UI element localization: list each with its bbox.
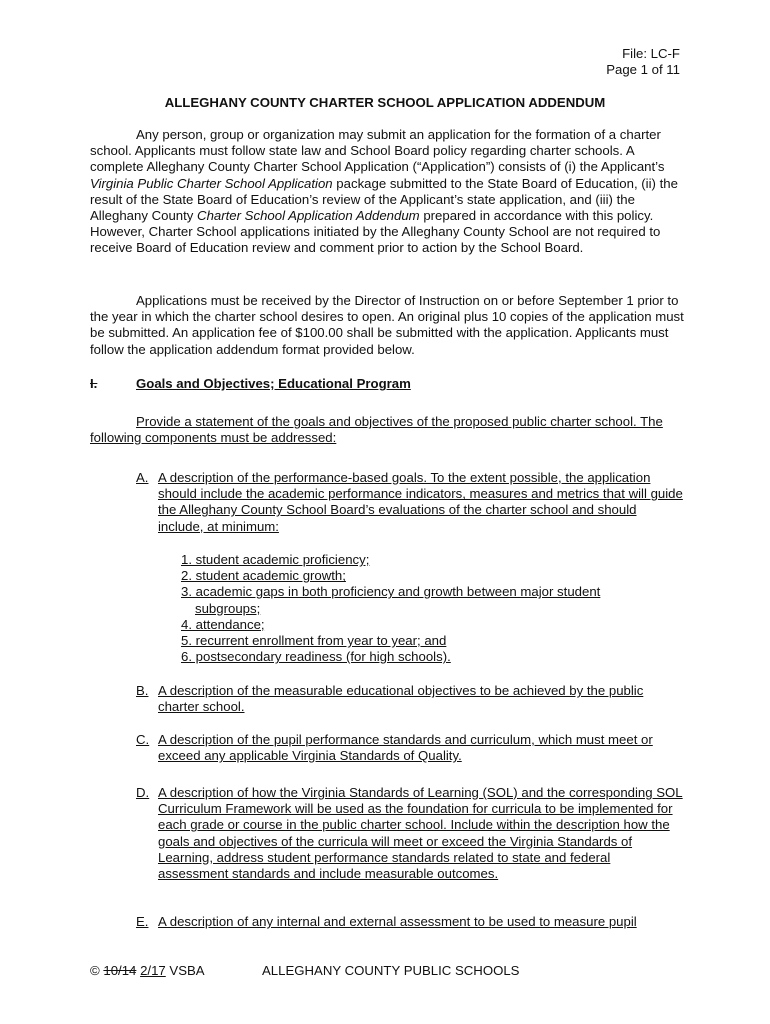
intro-text-1: Any person, group or organization may submit an application for the formation of a charter school. Applicants must follow state law and School Board policy regarding charter schools. A complete Alleghany County Charter School Application (“Application”) consists of (i) the Applicant’s bbox=[90, 127, 665, 175]
item-text: A description of any internal and external assessment to be used to measure pupil bbox=[158, 914, 637, 929]
list-item-d bbox=[136, 785, 684, 882]
submission-paragraph: Applications must be received by the Director of Instruction on or before September 1 prior to the year in which the charter school desires to open. An original plus 10 copies of the application must be submitted. An application fee of $100.00 shall be submitted with the application. Applicants must follow the application addendum format provided below. bbox=[90, 293, 684, 357]
intro-text-3: prepared in accordance with this policy. However, Charter School applications initiated by the Alleghany County School are not required to receive Board of Education review and comment prior to action by the School Board. bbox=[90, 208, 661, 256]
list-item: 2. student academic growth; bbox=[181, 568, 346, 584]
item-text: A description of how the Virginia Standards of Learning (SOL) and the corresponding SOL Curriculum Framework will be used as the foundation for curricula to be implemented for each grade or course in the public charter school. Include within the description how the goals and objectives of the curricula will meet or exceed the Virginia Standards of Learning, address student performance standards related to state and federal assessment standards and include measurable outcomes. bbox=[158, 785, 683, 882]
performance-indicator-list bbox=[181, 552, 661, 665]
section-intro: Provide a statement of the goals and objectives of the proposed public charter school. The following components must be addressed: bbox=[90, 414, 663, 446]
list-item-continuation: subgroups; bbox=[195, 600, 261, 616]
item-letter: B. bbox=[136, 683, 149, 698]
item-text: A description of the pupil performance standards and curriculum, which must meet or exceed any applicable Virginia Standards of Quality. bbox=[158, 732, 653, 764]
footer-district: ALLEGHANY COUNTY PUBLIC SCHOOLS bbox=[262, 963, 520, 978]
section-number: I. bbox=[90, 376, 98, 391]
section-heading bbox=[90, 376, 411, 392]
footer-org: VSBA bbox=[169, 963, 205, 978]
item-letter: C. bbox=[136, 732, 150, 747]
intro-italic-1: Virginia Public Charter School Application bbox=[90, 175, 333, 191]
new-revision-date: 2/17 bbox=[140, 963, 166, 978]
list-item: 4. attendance; bbox=[181, 616, 265, 632]
item-text: A description of the performance-based goals. To the extent possible, the application should include the academic performance indicators, measures and metrics that will guide the Alleghany County School Board’s evaluations of the charter school and should include, at minimum: bbox=[158, 470, 683, 534]
intro-text-2: package submitted to the State Board of Education, (ii) the result of the State Board of Education’s review of the Applicant’s state application, and (iii) the Alleghany County bbox=[90, 175, 678, 224]
list-item-c bbox=[136, 732, 684, 764]
list-item-b bbox=[136, 683, 684, 715]
list-item: 5. recurrent enrollment from year to year; and bbox=[181, 633, 447, 649]
intro-italic-2: Charter School Application Addendum bbox=[197, 208, 420, 224]
list-item-e bbox=[136, 914, 684, 930]
item-letter: A. bbox=[136, 470, 149, 485]
list-item: 3. academic gaps in both proficiency and growth between major student bbox=[181, 584, 601, 600]
item-letter: D. bbox=[136, 785, 150, 800]
item-letter: E. bbox=[136, 914, 149, 929]
page-number: Page 1 of 11 bbox=[606, 62, 680, 77]
footer-revision bbox=[90, 963, 205, 979]
copyright-symbol: © bbox=[90, 963, 100, 978]
list-item: 1. student academic proficiency; bbox=[181, 552, 370, 567]
list-item: 6. postsecondary readiness (for high schools). bbox=[181, 649, 451, 665]
document-title: ALLEGHANY COUNTY CHARTER SCHOOL APPLICATION ADDENDUM bbox=[164, 95, 606, 110]
old-revision-date: 10/14 bbox=[103, 963, 137, 978]
list-item-a bbox=[136, 470, 684, 535]
file-code: File: LC-F bbox=[622, 46, 680, 61]
intro-paragraph bbox=[90, 127, 684, 257]
section-title: Goals and Objectives; Educational Program bbox=[136, 376, 411, 391]
page-header bbox=[0, 46, 680, 78]
item-text: A description of the measurable educational objectives to be achieved by the public charter school. bbox=[158, 683, 644, 715]
